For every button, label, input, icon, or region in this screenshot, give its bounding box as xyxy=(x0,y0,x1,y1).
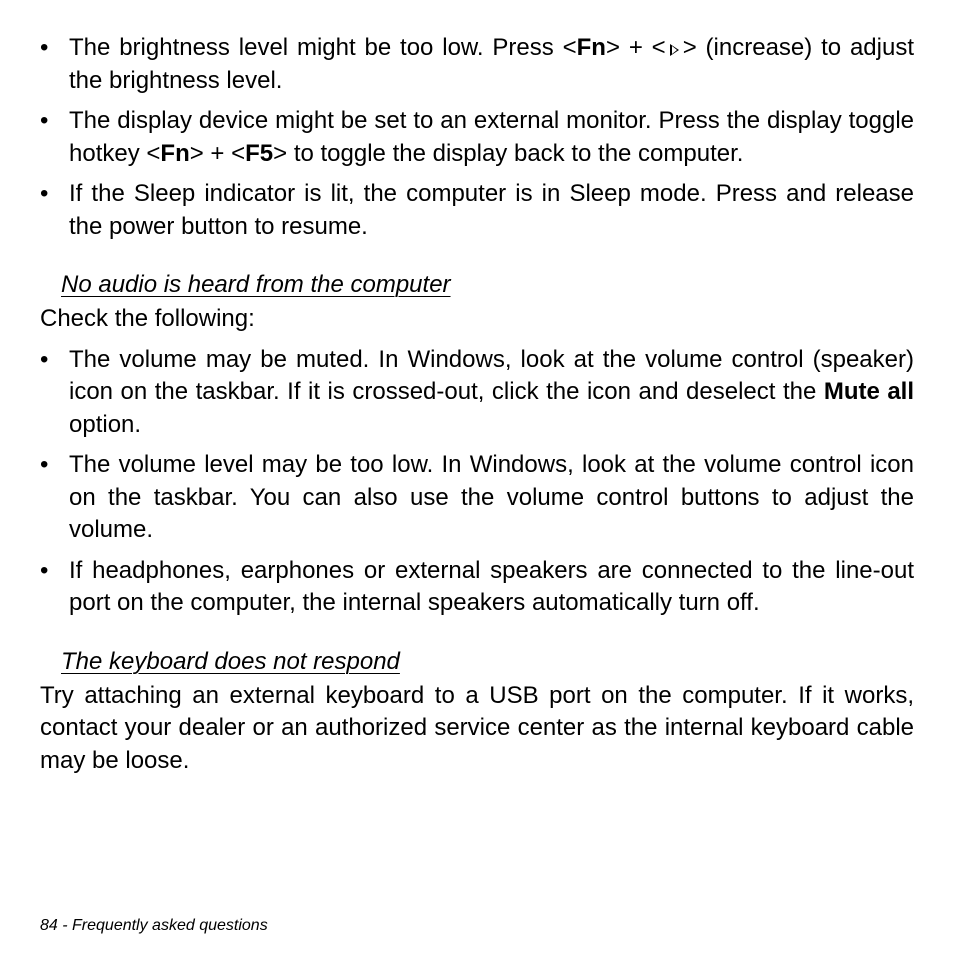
bullet: • xyxy=(40,451,49,478)
audio-intro: Check the following: xyxy=(40,305,255,332)
fn-key: Fn xyxy=(576,34,606,61)
f5-key: F5 xyxy=(245,139,274,167)
display-troubleshooting-list xyxy=(40,32,914,243)
keyboard-paragraph: Try attaching an external keyboard to a USB port on the computer. If it works, contact your dealer or an authorized service center as the internal keyboard cable may be loose. xyxy=(40,681,914,774)
bullet: • xyxy=(40,34,49,61)
audio-section-title: No audio is heard from the computer xyxy=(61,271,451,298)
list-item: • The volume may be muted. In Windows, look at the volume control (speaker) icon on the taskbar. If it is crossed-out, click the icon and deselect the Mute all option. xyxy=(40,345,915,438)
list-item: • The volume level may be too low. In Windows, look at the volume control icon on the taskbar. You can also use the volume control buttons to adjust the volume. xyxy=(40,451,914,543)
list-item: • The brightness level might be too low. Press <Fn> + < > (increase) to adjust the brightness level. xyxy=(40,34,914,94)
page-content xyxy=(40,32,914,777)
list-item: • If headphones, earphones or external speakers are connected to the line-out port on the computer, the internal speakers automatically turn off. xyxy=(40,556,914,616)
bullet: • xyxy=(40,345,49,373)
increase-brightness-triangle-icon xyxy=(670,44,679,56)
bullet: • xyxy=(40,556,49,584)
audio-troubleshooting-list xyxy=(40,344,914,620)
list-item: • If the Sleep indicator is lit, the computer is in Sleep mode. Press and release the power button to resume. xyxy=(40,180,914,240)
bullet: • xyxy=(40,107,49,134)
page-footer: 84 - Frequently asked questions xyxy=(40,917,268,934)
fn-key: Fn xyxy=(160,139,190,167)
mute-all-label: Mute all xyxy=(823,378,915,405)
bullet: • xyxy=(40,180,49,207)
keyboard-section-title: The keyboard does not respond xyxy=(61,647,400,675)
list-item: • The display device might be set to an external monitor. Press the display toggle hotkey <Fn> + <F5> to toggle the display back to the computer. xyxy=(40,107,914,167)
